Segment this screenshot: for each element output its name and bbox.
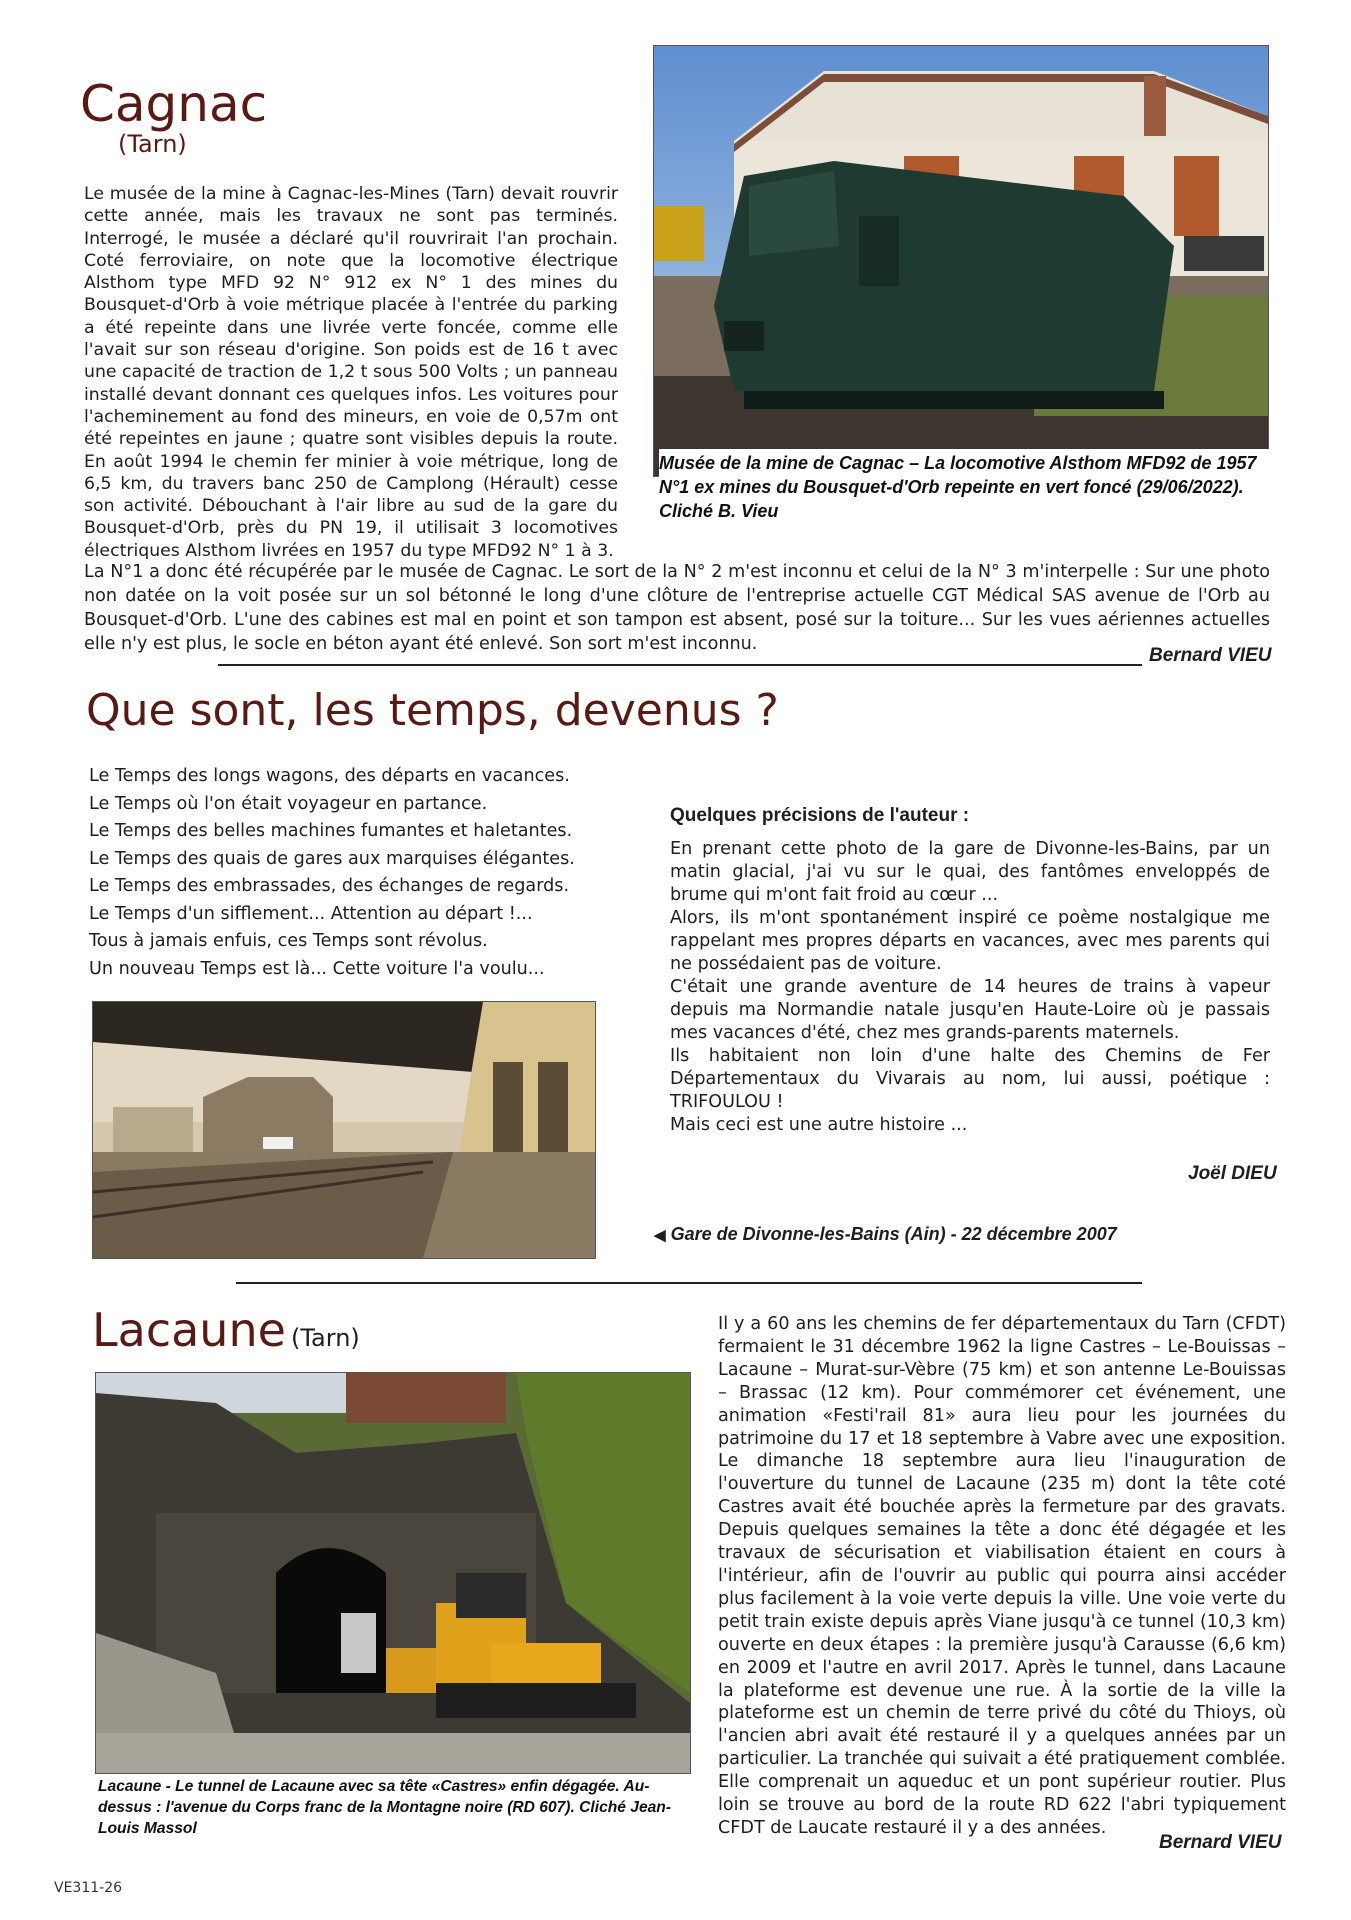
left-arrow-icon: ◀ (654, 1227, 666, 1244)
poem-line: Le Temps d'un sifflement... Attention au départ !... (89, 903, 533, 924)
temps-author: Joël DIEU (1188, 1163, 1277, 1184)
cagnac-body: Le musée de la mine à Cagnac-les-Mines (Tarn) devait rouvrir cette année, mais les travaux ne sont pas terminés. Interrogé, le musée a déclaré qu'il rouvrirait l'an prochain. Coté ferroviaire, on note que la locomotive électrique Alsthom type MFD 92 N° 912 ex N° 1 des mines du Bousquet-d'Orb à voie métrique placée à l'entrée du parking a été repeinte dans une livrée verte foncée, comme elle l'avait sur son réseau d'origine. Son poids est de 16 t avec une capacité de traction de 1,2 t sous 500 Volts ; un panneau installé devant donnant ces quelques infos. Les voitures pour l'acheminement au fond des mineurs, en voie de 0,57m ont été repeintes en jaune ; quatre sont visibles depuis la route. En août 1994 le chemin fer minier à voie métrique, long de 6,5 km, du travers banc 250 de Camplong (Hérault) cesse son activité. Débouchant à l'air libre au sud de la gare du Bousquet-d'Orb, près du PN 19, il utilisait 3 locomotives électriques Alsthom livrées en 1957 du type MFD92 N° 1 à 3. (84, 184, 618, 559)
cagnac-rule (218, 664, 1142, 666)
divonne-station-photo (92, 1001, 596, 1259)
poem-line: Le Temps où l'on était voyageur en partance. (89, 793, 488, 814)
lacaune-body: Il y a 60 ans les chemins de fer départementaux du Tarn (CFDT) fermaient le 31 décembre 1962 la ligne Castres – Le-Bouissas – Lacaune – Murat-sur-Vèbre (75 km) et son antenne Le-Bouissas – Brassac (12 km). Pour commémorer cet événement, une animation «Festi'rail 81» aura lieu pour les journées du patrimoine du 17 et 18 septembre à Vabre avec une exposition. Le dimanche 18 septembre aura lieu l'inauguration de l'ouverture du tunnel de Lacaune (235 m) dont la tête coté Castres avait été bouchée après la fermeture par des gravats. Depuis quelques semaines la tête a donc été dégagée et les travaux de sécurisation et viabilisation étaient en cours à l'intérieur, afin de l'ouvrir au public qui pourra ainsi accéder plus facilement à la voie verte depuis la ville. Une voie verte du petit train existe depuis après Viane jusqu'à ce tunnel (10,3 km) ouverte en deux étapes : la première jusqu'à Carausse (6,6 km) en 2009 et l'autre en avril 2017. Après le tunnel, dans Lacaune la plateforme est devenue une rue. À la sortie de la ville la plateforme est un chemin de terre privé du côté du Thioys, où l'ancien abri avait été restauré il y a quelques années par un particulier. La tranchée qui suivait a été pratiquement comblée. Elle comprenait un aqueduc et un pont supérieur routier. Plus loin se trouve au bord de la route RD 622 l'abri typiquement CFDT de Laucate restauré il y a des années. (718, 1314, 1286, 1838)
poem-line: Le Temps des longs wagons, des départs en vacances. (89, 766, 570, 786)
tunnel-caption: Lacaune - Le tunnel de Lacaune avec sa tête «Castres» enfin dégagée. Au-dessus : l'avenue du Corps franc de la Montagne noire (RD 607). Cliché Jean-Louis Massol (98, 1778, 672, 1837)
precisions-paragraph: En prenant cette photo de la gare de Divonne-les-Bains, par un matin glacial, j'ai vu sur le quai, des fantômes enveloppés de brume qui m'ont fait froid au cœur ... (670, 839, 1270, 905)
locomotive-illustration (654, 46, 1268, 476)
cagnac-author: Bernard VIEU (1149, 645, 1272, 666)
station-illustration (93, 1002, 595, 1258)
lacaune-title: Lacaune (92, 1303, 286, 1357)
precisions-paragraph: Alors, ils m'ont spontanément inspiré ce poème nostalgique me rappelant mes propres départs en vacances, avec mes parents qui ne possédaient pas de voiture. (670, 908, 1270, 974)
precisions-paragraph: Ils habitaient non loin d'une halte des Chemins de Fer Départementaux du Vivarais au nom, lui aussi, poétique : TRIFOULOU ! (670, 1046, 1270, 1112)
cagnac-body-continued: La N°1 a donc été récupérée par le musée de Cagnac. Le sort de la N° 2 m'est inconnu et celui de la N° 3 m'interpelle : Sur une photo non datée on la voit posée sur un sol bétonné le long d'une clôture de l'entreprise actuelle CGT Médical SAS avenue de l'Orb au Bousquet-d'Orb. L'une des cabines est mal en point et son tampon est absent, posé sur la toiture... Sur les vues aériennes actuelles elle n'y est plus, le socle en béton ayant été enlevé. Son sort m'est inconnu. (84, 562, 1270, 654)
precisions-body (670, 838, 1270, 1137)
tunnel-photo (95, 1372, 691, 1774)
poem-line: Tous à jamais enfuis, ces Temps sont révolus. (89, 931, 488, 951)
poem (89, 763, 649, 983)
cagnac-title: Cagnac (80, 75, 268, 133)
precisions-paragraph: C'était une grande aventure de 14 heures de trains à vapeur depuis ma Normandie natale jusqu'en Haute-Loire où je passais mes vacances d'été, chez mes grands-parents maternels. (670, 977, 1270, 1043)
temps-rule (236, 1282, 1142, 1284)
lacaune-subtitle: (Tarn) (291, 1324, 360, 1352)
locomotive-photo (653, 45, 1269, 477)
lacaune-author: Bernard VIEU (1159, 1832, 1282, 1853)
station-caption (654, 1224, 1117, 1245)
poem-line: Un nouveau Temps est là... Cette voiture l'a voulu... (89, 958, 545, 979)
poem-line: Le Temps des belles machines fumantes et haletantes. (89, 821, 573, 841)
tunnel-illustration (96, 1373, 690, 1773)
precisions-paragraph: Mais ceci est une autre histoire ... (670, 1115, 968, 1135)
page-reference: VE311-26 (54, 1880, 123, 1896)
lacaune-heading (92, 1304, 360, 1356)
poem-line: Le Temps des quais de gares aux marquises élégantes. (89, 848, 575, 869)
poem-line: Le Temps des embrassades, des échanges de regards. (89, 876, 570, 896)
temps-title: Que sont, les temps, devenus ? (86, 685, 779, 736)
cagnac-subtitle: (Tarn) (118, 130, 187, 158)
station-caption-text: Gare de Divonne-les-Bains (Ain) - 22 décembre 2007 (670, 1224, 1117, 1244)
locomotive-caption: Musée de la mine de Cagnac – La locomotive Alsthom MFD92 de 1957 N°1 ex mines du Bousquet-d'Orb repeinte en vert foncé (29/06/2022). Cliché B. Vieu (659, 449, 1273, 523)
precisions-heading: Quelques précisions de l'auteur : (670, 805, 970, 826)
